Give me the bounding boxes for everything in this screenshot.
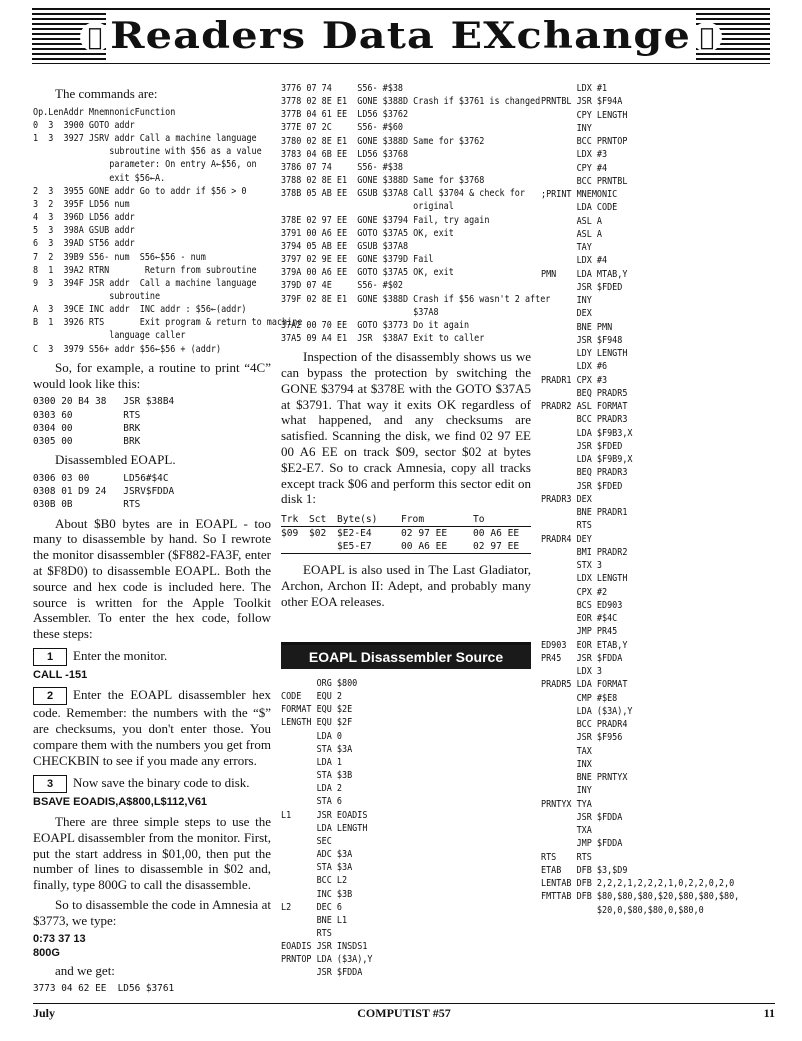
command-line: CALL -151 bbox=[33, 668, 88, 681]
table-cell: 02 97 EE bbox=[473, 541, 520, 553]
code-block: 0300 20 B4 38 JSR $38B4 0303 60 RTS 0304 00 BRK 0305 00 BRK bbox=[33, 396, 175, 447]
paragraph: Inspection of the disassembly shows us we can bypass the protection by switching the GONE $3794 at $378E with the GOTO $37A5 at $3791. That way it exits OK regardless of what happened, and any checksums are satisfied. Scanning the disk, we find 02 97 EE 00 A6 EE on track $09, sector $02 at bytes $E2-E7. So to crack Amnesia, copy all tracks except track $06 and perform this sector edit on disk 1: bbox=[281, 349, 531, 507]
paragraph: So, for example, a routine to print “4C” would look like this: bbox=[33, 359, 271, 391]
header-cell: From bbox=[401, 514, 425, 526]
banner-title-box bbox=[106, 10, 696, 62]
page-footer bbox=[33, 1003, 775, 1020]
code-block: 3773 04 62 EE LD56 $3761 bbox=[33, 983, 175, 995]
paragraph: Disassembled EOAPL. bbox=[55, 452, 176, 468]
apple-logo-icon bbox=[692, 22, 722, 52]
table-cell: 00 A6 EE bbox=[401, 541, 448, 553]
header-cell: Sct bbox=[309, 514, 327, 526]
step-3 bbox=[33, 775, 271, 793]
step-2 bbox=[33, 687, 271, 769]
table-header bbox=[281, 513, 531, 527]
banner bbox=[32, 8, 770, 64]
table-cell: 00 A6 EE bbox=[473, 528, 520, 540]
step-1 bbox=[33, 648, 271, 666]
paragraph: EOAPL is also used in The Last Gladiator, Archon, Archon II: Adept, and probably many other EOA releases. bbox=[281, 562, 531, 609]
table-row bbox=[281, 540, 531, 554]
table-cell: $09 bbox=[281, 528, 299, 540]
paragraph: About $B0 bytes are in EOAPL - too many to disassemble by hand. So I rewrote the monitor disassembler ($F882-FA3F, enter at $F8D0) to disassemble EOAPL. Both the source and hex code is included here. The source is written for the Apple Toolkit Assembler. To enter the hex code, follow these steps: bbox=[33, 515, 271, 642]
banner-title: Readers Data EXchange bbox=[110, 15, 692, 57]
step-text: Now save the binary code to disk. bbox=[73, 774, 250, 790]
paragraph: There are three simple steps to use the EOAPL disassembler from the monitor. First, put the start address in $01,00, then put the number of lines to disassemble in $02 and, finally, type 800G to call the disassemble. bbox=[33, 813, 271, 893]
header-cell: To bbox=[473, 514, 485, 526]
intro-text: The commands are: bbox=[55, 86, 158, 101]
table-cell bbox=[281, 540, 309, 553]
step-text: Enter the EOAPL disassembler hex code. Remember: the numbers with the “$” are checksums, you don't enter those. You compare them with the numbers you get from CHECKBIN to see if you made any errors. bbox=[33, 686, 271, 768]
source-listing: LDX #1 PRNTBL JSR $F94A CPY LENGTH INY BCC PRNTOP LDX #3 CPY #4 BCC PRNTBL ;PRINT MNEMONIC LDA CODE ASL A ASL A TAY LDX #4 PMN LDA MTAB,Y JSR $FDED INY DEX BNE PMN JSR $F948 LDY LENGTH LDX #6 PRADR1 CPX #3 BEQ PRADR5 PRADR2 ASL FORMAT BCC PRADR3 LDA $F9B3,X JSR $FDED LDA $F9B9,X BEQ PRADR3 JSR $FDED PRADR3 DEX BNE PRADR1 RTS PRADR4 DEY BMI PRADR2 STX 3 LDX LENGTH CPX #2 BCS ED903 EOR #$4C JMP PR45 ED903 EOR ETAB,Y PR45 JSR $FDDA LDX 3 PRADR5 LDA FORMAT CMP #$E8 LDA ($3A),Y BCC PRADR4 JSR $F956 TAX INX BNE PRNTYX INY PRNTYX TYA JSR $FDDA TXA JMP $FDDA RTS RTS ETAB DFB $3,$D9 LENTAB DFB 2,2,2,1,2,2,2,1,0,2,2,0,2,0 FMTTAB DFB $80,$80,$80,$20,$80,$80,$80, $20,0,$80,$80,0,$80,0 bbox=[541, 83, 740, 916]
column-2 bbox=[281, 82, 551, 979]
table-row bbox=[281, 527, 531, 540]
command-line: 0:73 37 13 bbox=[33, 932, 86, 945]
step-number: 1 bbox=[33, 648, 67, 666]
step-number: 2 bbox=[33, 687, 67, 705]
table-cell: $E5-E7 bbox=[337, 541, 372, 553]
commands-table: Op.LenAddr MnemnonicFunction 0 3 3900 GOTO addr 1 3 3927 JSRV addr Call a machine language subroutine with $56 as a value parameter: On entry A←$56, on exit $56←A. 2 3 3955 GONE addr Go to addr if $56 > 0 3 2 395F LD56 num 4 3 396D LD56 addr 5 3 398A GSUB addr 6 3 39AD ST56 addr 7 2 39B9 S56- num S56←$56 - num 8 1 39A2 RTRN Return from subroutine 9 3 394F JSR addr Call a machine language subroutine A 3 39CE INC addr INC addr : $56←(addr) B 1 3926 RTS Exit program & return to machine language caller C 3 3979 S56+ addr $56←$56 + (addr) bbox=[33, 106, 303, 355]
apple-logo-icon bbox=[80, 22, 110, 52]
header-cell: Trk bbox=[281, 514, 299, 526]
source-listing: ORG $800 CODE EQU 2 FORMAT EQU $2E LENGTH EQU $2F LDA 0 STA $3A LDA 1 STA $3B LDA 2 STA 6 L1 JSR EOADIS LDA LENGTH SEC ADC $3A STA $3A BCC L2 INC $3B L2 DEC 6 BNE L1 RTS EOADIS JSR INSDS1 PRNTOP LDA ($3A),Y JSR $FDDA bbox=[281, 678, 373, 979]
command-line: BSAVE EOADIS,A$800,L$112,V61 bbox=[33, 795, 208, 808]
paragraph: and we get: bbox=[55, 962, 115, 978]
page-number: 11 bbox=[763, 1006, 775, 1020]
paragraph: So to disassemble the code in Amnesia at $3773, we type: bbox=[33, 896, 271, 928]
sector-edit-table bbox=[281, 513, 531, 554]
footer-magazine: COMPUTIST #57 bbox=[357, 1006, 451, 1020]
code-block: 0306 03 00 LD56#$4C 0308 01 D9 24 JSRV$FDDA 030B 0B RTS bbox=[33, 472, 175, 511]
footer-month: July bbox=[33, 1006, 56, 1020]
header-cell: Byte(s) bbox=[337, 514, 378, 526]
step-text: Enter the monitor. bbox=[73, 647, 168, 663]
table-cell: $02 bbox=[309, 528, 327, 540]
table-cell: 02 97 EE bbox=[401, 528, 448, 540]
section-heading: EOAPL Disassembler Source bbox=[281, 642, 531, 669]
disassembly-listing: 3776 07 74 S56- #$38 3778 02 8E E1 GONE $388D Crash if $3761 is changed 377B 04 61 EE LD56 $3762 377E 07 2C S56- #$60 3780 02 8E E1 GONE $388D Same for $3762 3783 04 6B EE LD56 $3768 3786 07 74 S56- #$38 3788 02 8E E1 GONE $388D Same for $3768 378B 05 AB EE GSUB $37A8 Call $3704 & check for original 378E 02 97 EE GONE $3794 Fail, try again 3791 00 A6 EE GOTO $37A5 OK, exit 3794 05 AB EE GSUB $37A8 3797 02 9E EE GONE $379D Fail 379A 00 A6 EE GOTO $37A5 OK, exit 379D 07 4E S56- #$02 379F 02 8E E1 GONE $388D Crash if $56 wasn't 2 after $37A8 37A2 00 70 EE GOTO $3773 Do it again 37A5 09 A4 E1 JSR $38A7 Exit to caller bbox=[281, 83, 551, 344]
table-cell bbox=[309, 540, 337, 553]
table-cell: $E2-E4 bbox=[337, 528, 372, 540]
source-section bbox=[281, 642, 531, 980]
command-line: 800G bbox=[33, 946, 60, 959]
step-number: 3 bbox=[33, 775, 67, 793]
column-3 bbox=[541, 82, 776, 917]
